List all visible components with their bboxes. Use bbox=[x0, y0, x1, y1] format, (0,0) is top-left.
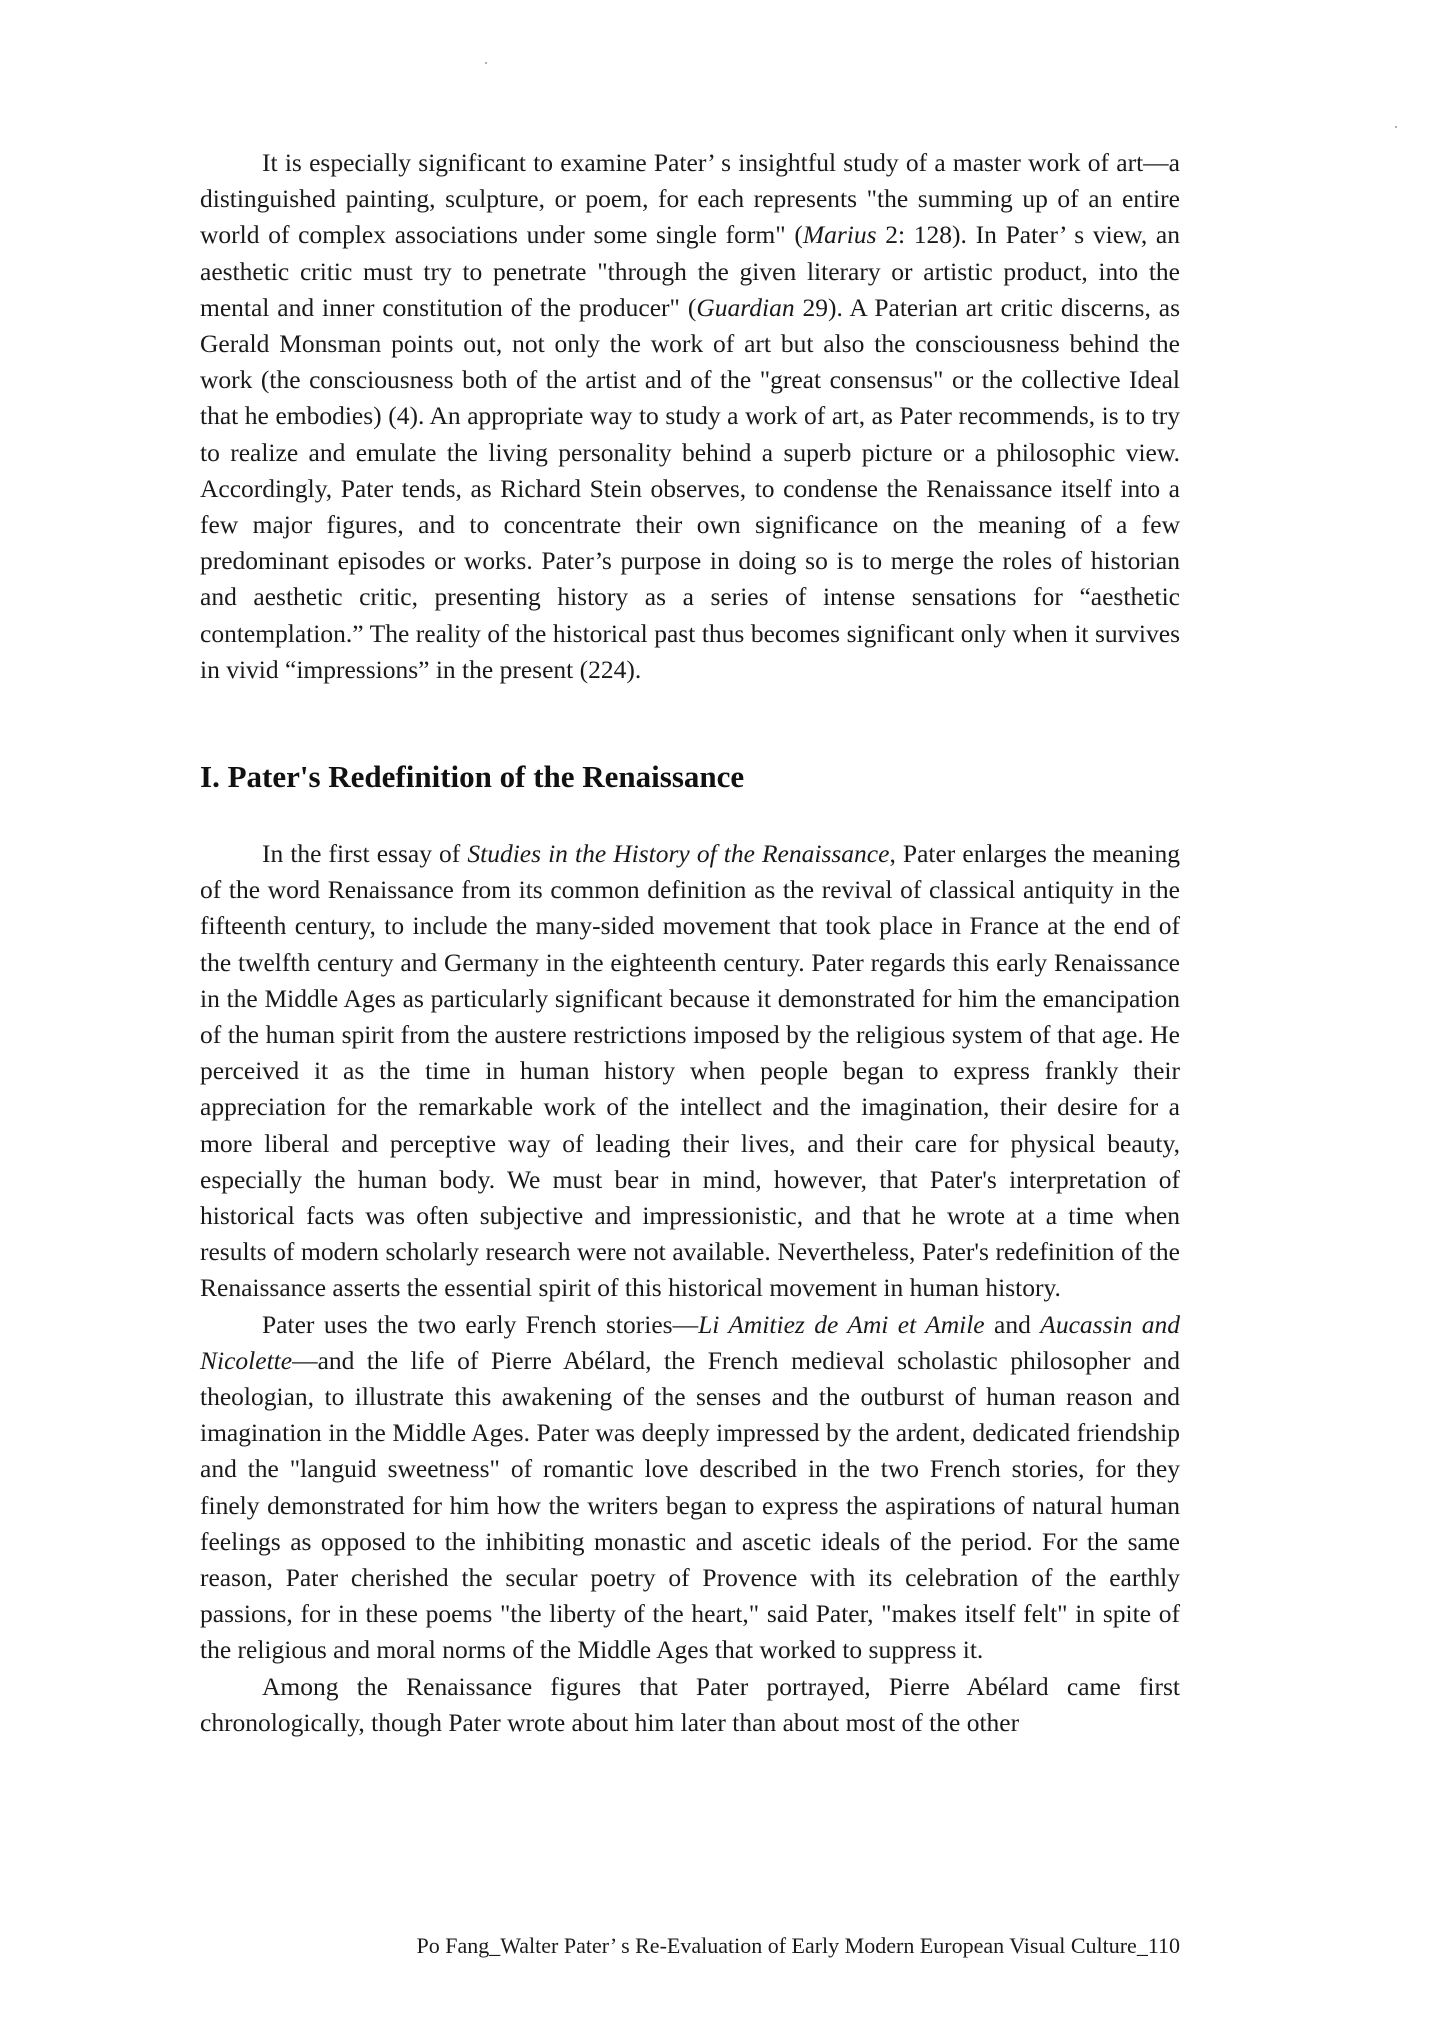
intro-paragraph bbox=[200, 145, 1180, 688]
italic-title-run: Marius bbox=[802, 220, 877, 250]
text-run: , Pater enlarges the meaning of the word Renaissance from its common definition as the revival of classical antiquity in the fifteenth century, to include the many-sided movement that took place in France at the end of the twelfth century and Germany in the eighteenth century. Pater regards this early Renaissance in the Middle Ages as particularly significant because it demonstrated for him the emancipation of the human spirit from the austere restrictions imposed by the religious system of that age. He perceived it as the time in human history when people began to express frankly their appreciation for the remarkable work of the intellect and the imagination, their desire for a more liberal and perceptive way of leading their lives, and their care for physical beauty, especially the human body. We must bear in mind, however, that Pater's interpretation of historical facts was often subjective and impressionistic, and that he wrote at a time when results of modern scholarly research were not available. Nevertheless, Pater's redefinition of the Renaissance asserts the essential spirit of this historical movement in human history. bbox=[200, 839, 1180, 1303]
italic-title-run: Aucassin and Nicolette bbox=[200, 1309, 1181, 1375]
body-paragraph-2 bbox=[200, 1307, 1180, 1669]
page-footer: Po Fang_Walter Pater’ s Re-Evaluation of Early Modern European Visual Culture_110 bbox=[416, 1933, 1180, 1958]
italic-title-run: Guardian bbox=[696, 292, 795, 322]
body-paragraph-3 bbox=[200, 1669, 1180, 1741]
intro-paragraph-block bbox=[200, 145, 1180, 688]
text-run: It is especially significant to examine Pater’ s insightful study of a master work of art—a distinguished painting, sculpture, or poem, for each represents "the summing up of an entire world of complex associations under some single form" ( bbox=[200, 148, 1180, 250]
text-run: and bbox=[984, 1309, 1041, 1339]
scan-speck bbox=[1395, 126, 1397, 128]
body-paragraph-1 bbox=[200, 836, 1180, 1307]
italic-title-run: Li Amitiez de Ami et Amile bbox=[698, 1309, 985, 1339]
scan-speck bbox=[485, 62, 487, 64]
text-run: Pater uses the two early French stories— bbox=[262, 1309, 699, 1339]
text-run: 29). A Paterian art critic discerns, as Gerald Monsman points out, not only the work of art but also the consciousness behind the work (the consciousness both of the artist and of the "great consensus" or the collective Ideal that he embodies) (4). An appropriate way to study a work of art, as Pater recommends, is to try to realize and emulate the living personality behind a superb picture or a philosophic view. Accordingly, Pater tends, as Richard Stein observes, to condense the Renaissance itself into a few major figures, and to concentrate their own significance on the meaning of a few predominant episodes or works. Pater’s purpose in doing so is to merge the roles of historian and aesthetic critic, presenting history as a series of intense sensations for “aesthetic contemplation.” The reality of the historical past thus becomes significant only when it survives in vivid “impressions” in the present (224). bbox=[200, 292, 1181, 684]
text-run: In the first essay of bbox=[262, 839, 468, 868]
text-run: Among the Renaissance figures that Pater portrayed, Pierre Abélard came first chronologically, though Pater wrote about him later than about most of the other bbox=[200, 1671, 1180, 1737]
italic-title-run: Studies in the History of the Renaissance bbox=[467, 839, 890, 868]
text-run: —and the life of Pierre Abélard, the French medieval scholastic philosopher and theologian, to illustrate this awakening of the senses and the outburst of human reason and imagination in the Middle Ages. Pater was deeply impressed by the ardent, dedicated friendship and the "languid sweetness" of romantic love described in the two French stories, for they finely demonstrated for him how the writers began to express the aspirations of natural human feelings as opposed to the inhibiting monastic and ascetic ideals of the period. For the same reason, Pater cherished the secular poetry of Provence with its celebration of the earthly passions, for in these poems "the liberty of the heart," said Pater, "makes itself felt" in spite of the religious and moral norms of the Middle Ages that worked to suppress it. bbox=[200, 1345, 1180, 1665]
section-heading: I. Pater's Redefinition of the Renaissance bbox=[200, 759, 745, 794]
text-run: 2: 128). In Pater’ s view, an aesthetic critic must try to penetrate "through the given literary or artistic product, into the mental and inner constitution of the producer" ( bbox=[200, 220, 1180, 322]
section-body bbox=[200, 836, 1180, 1741]
